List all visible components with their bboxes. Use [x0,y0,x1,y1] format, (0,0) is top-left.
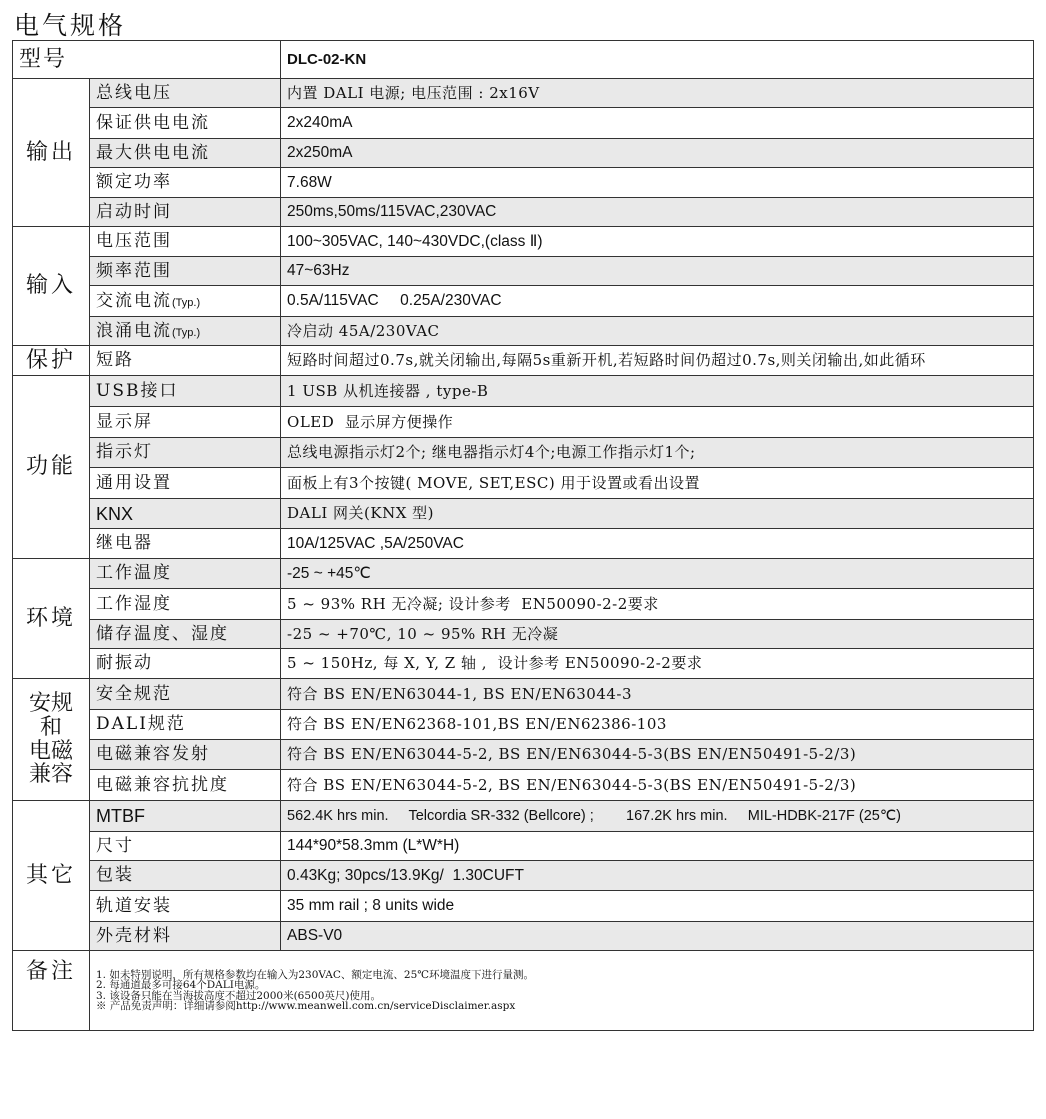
spec-label [90,740,281,770]
spec-row [13,468,1034,499]
spec-value: 2x250mA [281,139,1034,168]
spec-value: 7.68W [281,168,1034,198]
spec-value: 面板上有3个按键( MOVE, SET,ESC) 用于设置或看出设置 [281,468,1034,499]
spec-label-text: 额定功率 [96,172,172,192]
spec-row [13,801,1034,832]
spec-label [90,79,281,108]
spec-label-text: 最大供电电流 [96,142,210,163]
spec-row [13,740,1034,770]
spec-value: 短路时间超过0.7s,就关闭输出,每隔5s重新开机,若短路时间仍超过0.7s,则关闭输出,如此循环 [281,346,1034,376]
group-label: 环境 [13,559,90,679]
spec-row [13,168,1034,198]
spec-row [13,139,1034,168]
group-label-line: 电磁 [28,738,73,764]
notes-row [13,951,1034,1031]
spec-value: OLED 显示屏方便操作 [281,407,1034,438]
typ-suffix: (Typ.) [172,326,201,339]
spec-label-text: 保证供电电流 [96,112,210,133]
spec-value: 符合 BS EN/EN63044-5-2, BS EN/EN63044-5-3(BS EN/EN50491-5-2/3) [281,740,1034,770]
spec-value: 符合 BS EN/EN62368-101,BS EN/EN62386-103 [281,710,1034,740]
note-line: 2. 每通道最多可接64个DALI电源。 [96,979,266,991]
spec-label [90,529,281,559]
spec-label [90,198,281,227]
notes-label: 备注 [13,951,90,1031]
spec-label [90,679,281,710]
spec-label-text: 浪涌电流 [96,320,172,341]
group-label-line: 兼容 [28,762,73,788]
page-title: 电气规格 [14,11,127,40]
spec-label [90,438,281,468]
spec-label-text: 安全规范 [96,683,172,704]
spec-table [12,40,1034,1031]
spec-label [90,227,281,257]
spec-label [90,376,281,407]
spec-value: 10A/125VAC ,5A/250VAC [281,529,1034,559]
spec-label [90,649,281,679]
note-line: 1. 如未特别说明，所有规格参数均在输入为230VAC、额定电流、25℃环境温度下进行量测。 [96,968,534,981]
spec-value: 100~305VAC, 140~430VDC,(class Ⅱ) [281,227,1034,257]
spec-row [13,407,1034,438]
spec-row [13,679,1034,710]
model-label: 型号 [13,41,281,79]
spec-label-text: USB接口 [96,380,179,401]
spec-label-text: 电压范围 [96,231,172,251]
spec-row [13,891,1034,922]
spec-value: 内置 DALI 电源; 电压范围 : 2x16V [281,79,1034,108]
spec-row [13,198,1034,227]
spec-label [90,891,281,922]
spec-label [90,710,281,740]
note-line: ※ 产品免责声明：详细请参阅http://www.meanwell.com.cn/serviceDisclaimer.aspx [96,1000,516,1012]
spec-value: 1 USB 从机连接器 , type-B [281,376,1034,407]
spec-row [13,499,1034,529]
spec-value: 47~63Hz [281,257,1034,286]
spec-row [13,832,1034,861]
spec-value: 符合 BS EN/EN63044-1, BS EN/EN63044-3 [281,679,1034,710]
spec-row [13,710,1034,740]
group-label: 输入 [13,227,90,346]
typ-suffix: (Typ.) [172,296,201,309]
spec-row [13,438,1034,468]
spec-label [90,620,281,649]
spec-row [13,257,1034,286]
spec-row [13,922,1034,951]
spec-label [90,832,281,861]
spec-label-text: 尺寸 [96,835,134,856]
spec-label-text: 轨道安装 [96,895,172,916]
spec-row [13,376,1034,407]
spec-row [13,227,1034,257]
spec-row [13,559,1034,589]
spec-label-text: 显示屏 [96,411,153,432]
spec-row [13,620,1034,649]
spec-label-text: 总线电压 [96,82,172,103]
spec-value: -25 ~ +70℃, 10 ~ 95% RH 无冷凝 [281,620,1034,649]
spec-label-text: 启动时间 [96,201,172,222]
spec-label-text: KNX [96,503,134,524]
spec-label [90,139,281,168]
spec-label-text: 频率范围 [96,260,172,281]
group-label: 其它 [13,801,90,951]
spec-row [13,589,1034,620]
spec-label-text: 工作温度 [96,563,172,583]
spec-label-text: 继电器 [96,533,153,553]
spec-label-text: 包装 [96,865,134,885]
spec-value: 144*90*58.3mm (L*W*H) [281,832,1034,861]
spec-label [90,922,281,951]
spec-value: 562.4K hrs min. Telcordia SR-332 (Bellcore) ; 167.2K hrs min. MIL-HDBK-217F (25℃) [281,801,1034,832]
spec-value: 5 ~ 93% RH 无冷凝; 设计参考 EN50090-2-2要求 [281,589,1034,620]
spec-row [13,108,1034,139]
group-label-line: 安规 [28,691,73,716]
group-label [13,679,90,801]
spec-value: ABS-V0 [281,922,1034,951]
spec-row [13,649,1034,679]
model-row [13,41,1034,79]
group-label-line: 和 [39,714,62,740]
group-label: 功能 [13,376,90,559]
spec-label [90,589,281,620]
spec-value: 5 ~ 150Hz, 每 X, Y, Z 轴 , 设计参考 EN50090-2-2要求 [281,649,1034,679]
spec-value: 总线电源指示灯2个; 继电器指示灯4个;电源工作指示灯1个; [281,438,1034,468]
note-line: 3. 该设备只能在当海拔高度不超过2000米(6500英尺)使用。 [96,989,381,1002]
spec-label [90,499,281,529]
spec-label-text: 储存温度、湿度 [96,623,229,644]
notes-content [90,951,1034,1031]
spec-label [90,407,281,438]
spec-label-text: 短路 [96,350,134,370]
spec-value: 250ms,50ms/115VAC,230VAC [281,198,1034,227]
spec-label [90,108,281,139]
spec-label [90,317,281,346]
spec-row [13,317,1034,346]
spec-label-text: MTBF [96,806,145,826]
spec-label [90,801,281,832]
spec-row [13,529,1034,559]
spec-label-text: 外壳材料 [96,925,172,946]
spec-label [90,168,281,198]
spec-label [90,468,281,499]
spec-row [13,861,1034,891]
spec-label-text: DALI规范 [96,714,186,734]
spec-label-text: 电磁兼容抗扰度 [96,774,229,795]
spec-label [90,559,281,589]
spec-value: DALI 网关(KNX 型) [281,499,1034,529]
spec-label [90,770,281,801]
spec-value: 冷启动 45A/230VAC [281,317,1034,346]
spec-row [13,79,1034,108]
spec-label-text: 电磁兼容发射 [96,744,210,764]
spec-label [90,286,281,317]
spec-label-text: 耐振动 [96,653,153,673]
model-value: DLC-02-KN [281,41,1034,79]
spec-row [13,346,1034,376]
spec-value: 2x240mA [281,108,1034,139]
spec-label-text: 交流电流 [96,290,172,311]
spec-label [90,257,281,286]
spec-row [13,770,1034,801]
spec-label [90,346,281,376]
spec-label-text: 工作湿度 [96,593,172,614]
group-label: 保护 [13,346,90,376]
group-label: 输出 [13,79,90,227]
spec-label [90,861,281,891]
spec-label-text: 通用设置 [96,472,172,493]
spec-row [13,286,1034,317]
spec-value: 0.5A/115VAC 0.25A/230VAC [281,286,1034,317]
spec-value: -25 ~ +45℃ [281,559,1034,589]
spec-value: 35 mm rail ; 8 units wide [281,891,1034,922]
spec-value: 符合 BS EN/EN63044-5-2, BS EN/EN63044-5-3(BS EN/EN50491-5-2/3) [281,770,1034,801]
spec-label-text: 指示灯 [96,442,153,462]
spec-value: 0.43Kg; 30pcs/13.9Kg/ 1.30CUFT [281,861,1034,891]
